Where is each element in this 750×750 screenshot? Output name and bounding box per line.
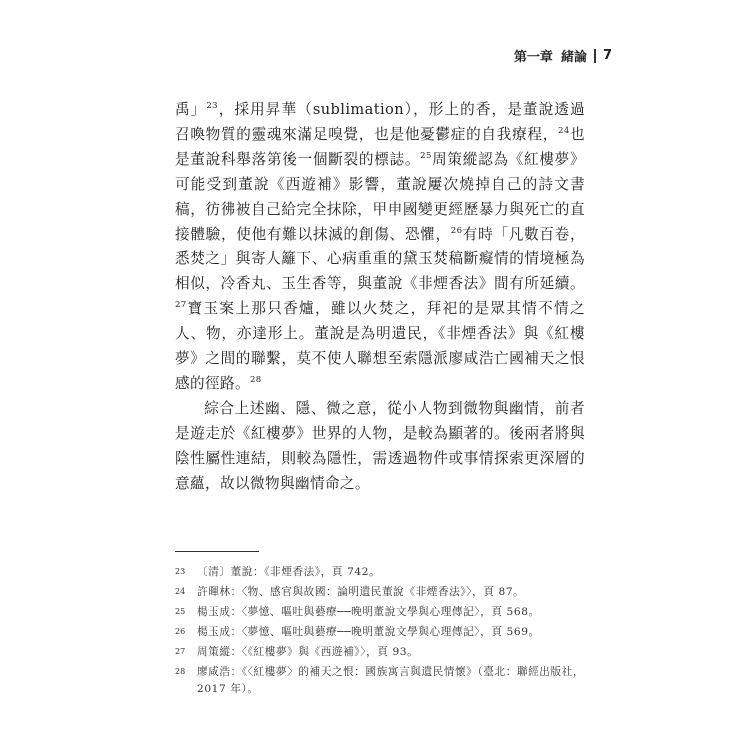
- paragraph-1: [175, 98, 585, 397]
- chapter-title: 緒論: [560, 50, 587, 65]
- footnote-25: [175, 602, 585, 622]
- footnote-23: [175, 562, 585, 582]
- footnote-text: 楊玉成：〈夢憶、嘔吐與藝療──晚明董說文學與心理傳記〉，頁 569。: [197, 626, 540, 638]
- header-divider: [594, 49, 596, 63]
- footnote-ref: 23: [206, 101, 218, 111]
- text-run: 禹」: [175, 101, 207, 118]
- page-number: 7: [602, 48, 612, 63]
- footnote-number: 24: [175, 587, 186, 596]
- footnote-text: 〔清〕董說：《非煙香法》，頁 742。: [197, 566, 381, 578]
- footnote-number: 25: [175, 607, 186, 616]
- chapter-label: 第一章: [513, 50, 553, 65]
- text-run: ，採用昇華（sublimation），形上的香，是董說透過召喚物質的靈魂來滿足嗅覺，也是他憂鬱症的自我療程，: [175, 101, 585, 143]
- footnote-text: 廖咸浩：《〈紅樓夢〉的補天之恨：國族寓言與遺民情懷》（臺北：聯經出版社，2017 年）。: [197, 666, 585, 695]
- footnote-number: 28: [175, 667, 186, 676]
- footnote-26: [175, 622, 585, 642]
- footnote-27: [175, 642, 585, 662]
- footnote-ref: 24: [558, 125, 570, 136]
- footnote-ref: 25: [420, 150, 432, 161]
- footnotes: [175, 562, 585, 698]
- running-header: [514, 46, 612, 65]
- footnote-rule: [175, 551, 259, 552]
- text-run: 周策縱認為《紅樓夢》可能受到董說《西遊補》影響，董說屢次燒掉自己的詩文書稿，彷彿被自己給完全抹除，甲申國變更經歷暴力與死亡的直接體驗，使他有難以抹滅的創傷、恐懼，: [175, 150, 585, 243]
- footnote-number: 26: [175, 627, 186, 636]
- paragraph-2: 綜合上述幽、隱、微之意，從小人物到微物與幽情，前者是遊走於《紅樓夢》世界的人物，是較為顯著的。後兩者將與陰性屬性連結，則較為隱性，需透過物件或事情探索更深層的意蘊，故以微物與幽情命之。: [175, 399, 585, 492]
- text-run: 也是董說科舉落第後一個斷裂的標誌。: [175, 125, 585, 168]
- footnote-28: [175, 662, 585, 698]
- footnote-ref: 27: [175, 300, 187, 311]
- footnote-number: 23: [175, 567, 186, 576]
- footnote-ref: 26: [450, 225, 463, 236]
- footnote-number: 27: [175, 647, 186, 656]
- text-run: 有時「凡數百卷，悉焚之」與寄人籬下、心病重重的黛玉焚稿斷癡情的情境極為相似，冷香丸、玉生香等，與董說《非煙香法》間有所延續。: [175, 225, 585, 293]
- footnote-24: [175, 582, 585, 602]
- footnote-text: 周策縱：〈《紅樓夢》與《西遊補》〉，頁 93。: [197, 646, 419, 658]
- text-run: 寶玉案上那只香爐，雖以火焚之，拜祀的是眾其情不情之人、物，亦達形上。董說是為明遺民，《非煙香法》與《紅樓夢》之間的聯繫，莫不使人聯想至索隱派廖咸浩亡國補天之恨感的徑路。: [175, 300, 585, 392]
- footnote-ref: 28: [249, 374, 262, 385]
- main-text: [175, 98, 585, 497]
- footnote-text: 許暉林：〈物、感官與故國：論明遺民董說《非煙香法》〉，頁 87。: [197, 586, 525, 598]
- footnote-text: 楊玉成：〈夢憶、嘔吐與藝療──晚明董說文學與心理傳記〉，頁 568。: [197, 606, 540, 618]
